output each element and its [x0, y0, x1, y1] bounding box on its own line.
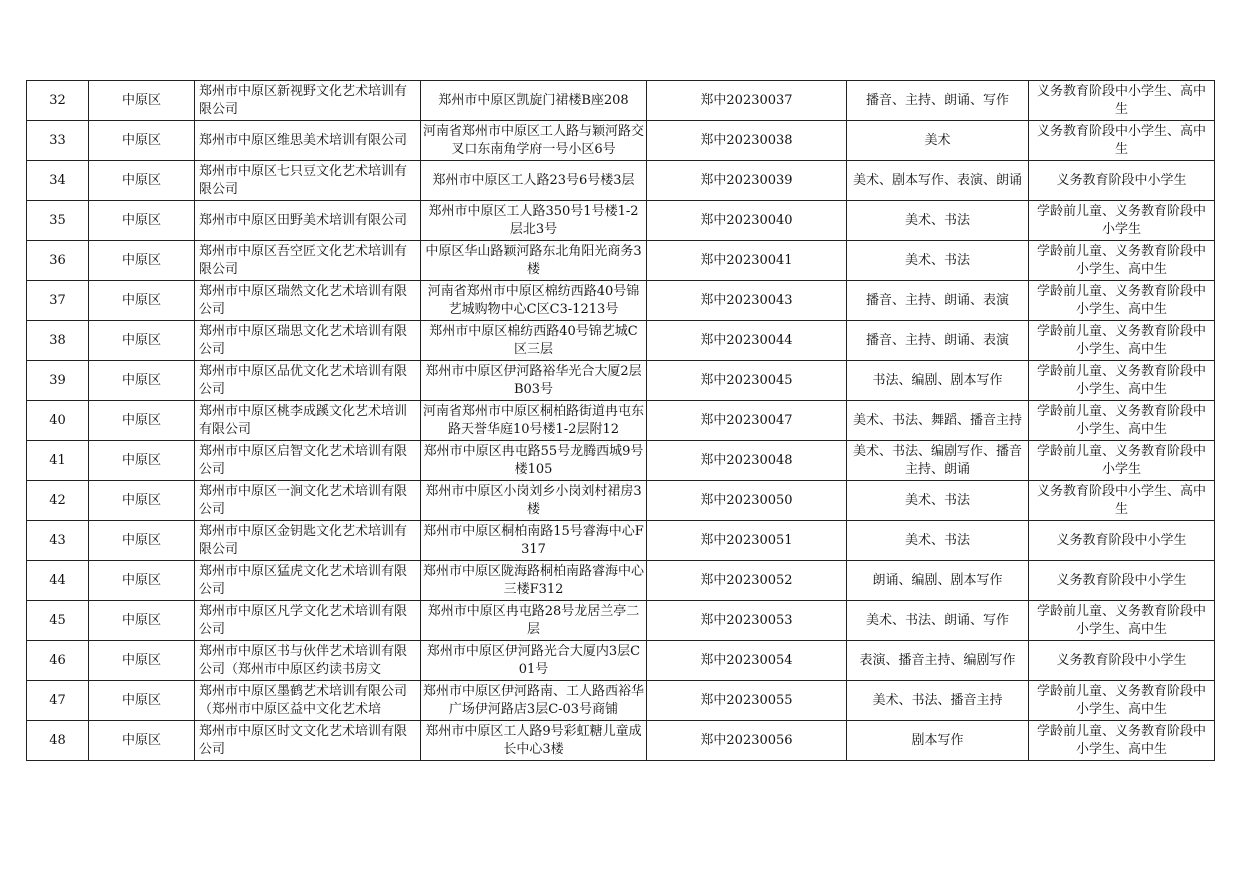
- table-row: [27, 121, 1215, 161]
- target-students-cell-text: 学龄前儿童、义务教育阶段中小学生、高中生: [1036, 683, 1206, 717]
- license-number-cell-text: 郑中20230045: [700, 372, 793, 388]
- row-number-cell: [27, 601, 89, 641]
- license-number-cell: [647, 321, 847, 361]
- address-cell: [421, 721, 647, 761]
- district-cell-text: 中原区: [121, 132, 161, 148]
- row-number-cell-text: 42: [49, 492, 66, 508]
- table-row: [27, 161, 1215, 201]
- target-students-cell-text: 学龄前儿童、义务教育阶段中小学生、高中生: [1036, 323, 1206, 357]
- institution-name-cell: [195, 361, 421, 401]
- license-number-cell: [647, 161, 847, 201]
- license-number-cell: [647, 641, 847, 681]
- license-number-cell: [647, 681, 847, 721]
- institution-name-cell-text: 郑州市中原区维思美术培训有限公司: [199, 132, 408, 148]
- address-cell: [421, 241, 647, 281]
- address-cell: [421, 521, 647, 561]
- training-subjects-cell-text: 美术、书法、舞蹈、播音主持: [852, 412, 1022, 428]
- target-students-cell-text: 学龄前儿童、义务教育阶段中小学生、高中生: [1036, 603, 1206, 637]
- target-students-cell-text: 义务教育阶段中小学生、高中生: [1036, 83, 1206, 117]
- district-cell: [89, 241, 195, 281]
- address-cell-text: 郑州市中原区小岗刘乡小岗刘村裙房3楼: [425, 483, 642, 517]
- license-number-cell: [647, 361, 847, 401]
- row-number-cell-text: 39: [49, 372, 66, 388]
- table-row: [27, 81, 1215, 121]
- target-students-cell-text: 义务教育阶段中小学生、高中生: [1036, 483, 1206, 517]
- training-subjects-cell-text: 播音、主持、朗诵、表演: [865, 332, 1009, 348]
- institution-name-cell-text: 郑州市中原区吾空匠文化艺术培训有限公司: [199, 243, 408, 277]
- target-students-cell-text: 学龄前儿童、义务教育阶段中小学生: [1036, 203, 1206, 237]
- table-row: [27, 601, 1215, 641]
- training-subjects-cell: [847, 321, 1029, 361]
- row-number-cell-text: 48: [49, 732, 66, 748]
- row-number-cell: [27, 521, 89, 561]
- training-subjects-cell-text: 美术: [924, 132, 951, 148]
- target-students-cell: [1029, 121, 1215, 161]
- license-number-cell-text: 郑中20230041: [700, 252, 793, 268]
- district-cell: [89, 361, 195, 401]
- row-number-cell: [27, 481, 89, 521]
- row-number-cell-text: 46: [49, 652, 66, 668]
- training-subjects-cell-text: 美术、书法: [904, 252, 970, 268]
- row-number-cell-text: 37: [49, 292, 66, 308]
- institution-name-cell: [195, 641, 421, 681]
- license-number-cell-text: 郑中20230054: [700, 652, 793, 668]
- target-students-cell-text: 学龄前儿童、义务教育阶段中小学生、高中生: [1036, 363, 1206, 397]
- row-number-cell: [27, 321, 89, 361]
- license-number-cell: [647, 241, 847, 281]
- institution-name-cell-text: 郑州市中原区品优文化艺术培训有限公司: [199, 363, 408, 397]
- license-number-cell: [647, 81, 847, 121]
- training-subjects-cell: [847, 201, 1029, 241]
- license-number-cell: [647, 441, 847, 481]
- table-row: [27, 561, 1215, 601]
- table-row: [27, 401, 1215, 441]
- district-cell: [89, 161, 195, 201]
- address-cell-text: 河南省郑州市中原区桐柏路街道冉屯东路天誉华庭10号楼1-2层附12: [423, 403, 644, 437]
- address-cell: [421, 121, 647, 161]
- district-cell: [89, 561, 195, 601]
- training-subjects-cell: [847, 681, 1029, 721]
- district-cell-text: 中原区: [121, 572, 161, 588]
- district-cell: [89, 321, 195, 361]
- row-number-cell: [27, 161, 89, 201]
- license-number-cell: [647, 601, 847, 641]
- row-number-cell: [27, 241, 89, 281]
- institution-name-cell-text: 郑州市中原区金钥匙文化艺术培训有限公司: [199, 523, 408, 557]
- training-subjects-cell-text: 朗诵、编剧、剧本写作: [872, 572, 1003, 588]
- training-subjects-cell-text: 表演、播音主持、编剧写作: [859, 652, 1016, 668]
- row-number-cell: [27, 401, 89, 441]
- institution-name-cell: [195, 521, 421, 561]
- address-cell-text: 郑州市中原区伊河路裕华光合大厦2层B03号: [425, 363, 642, 397]
- target-students-cell: [1029, 521, 1215, 561]
- district-cell-text: 中原区: [121, 452, 161, 468]
- training-subjects-cell: [847, 281, 1029, 321]
- address-cell: [421, 681, 647, 721]
- district-cell: [89, 721, 195, 761]
- license-number-cell: [647, 561, 847, 601]
- row-number-cell-text: 33: [49, 132, 66, 148]
- training-subjects-cell-text: 美术、剧本写作、表演、朗诵: [852, 172, 1022, 188]
- address-cell-text: 河南省郑州市中原区棉纺西路40号锦艺城购物中心C区C3-1213号: [427, 283, 640, 317]
- table-row: [27, 361, 1215, 401]
- address-cell: [421, 401, 647, 441]
- district-cell-text: 中原区: [121, 412, 161, 428]
- table-row: [27, 481, 1215, 521]
- institution-name-cell-text: 郑州市中原区田野美术培训有限公司: [199, 212, 408, 228]
- target-students-cell-text: 义务教育阶段中小学生: [1056, 652, 1187, 668]
- row-number-cell: [27, 721, 89, 761]
- institution-name-cell: [195, 481, 421, 521]
- table-row: [27, 201, 1215, 241]
- district-cell-text: 中原区: [121, 172, 161, 188]
- district-cell-text: 中原区: [121, 652, 161, 668]
- institution-name-cell: [195, 441, 421, 481]
- address-cell: [421, 161, 647, 201]
- training-subjects-cell: [847, 721, 1029, 761]
- institution-name-cell-text: 郑州市中原区猛虎文化艺术培训有限公司: [199, 563, 408, 597]
- address-cell-text: 郑州市中原区伊河路南、工人路西裕华广场伊河路店3层C-03号商铺: [423, 683, 644, 717]
- address-cell-text: 郑州市中原区冉屯路55号龙腾西城9号楼105: [423, 443, 644, 477]
- target-students-cell: [1029, 441, 1215, 481]
- target-students-cell: [1029, 481, 1215, 521]
- district-cell-text: 中原区: [121, 252, 161, 268]
- license-number-cell-text: 郑中20230056: [700, 732, 793, 748]
- institution-name-cell-text: 郑州市中原区瑞然文化艺术培训有限公司: [199, 283, 408, 317]
- address-cell-text: 郑州市中原区凯旋门裙楼B座208: [438, 92, 629, 108]
- license-number-cell-text: 郑中20230051: [700, 532, 793, 548]
- table-row: [27, 681, 1215, 721]
- training-subjects-cell: [847, 641, 1029, 681]
- address-cell-text: 郑州市中原区伊河路光合大厦内3层C01号: [426, 643, 641, 677]
- table-row: [27, 441, 1215, 481]
- target-students-cell: [1029, 81, 1215, 121]
- institution-name-cell-text: 郑州市中原区凡学文化艺术培训有限公司: [199, 603, 408, 637]
- district-cell: [89, 281, 195, 321]
- target-students-cell-text: 学龄前儿童、义务教育阶段中小学生、高中生: [1036, 723, 1206, 757]
- row-number-cell: [27, 441, 89, 481]
- license-number-cell: [647, 281, 847, 321]
- row-number-cell-text: 32: [49, 92, 66, 108]
- address-cell: [421, 601, 647, 641]
- training-subjects-cell: [847, 401, 1029, 441]
- institution-name-cell: [195, 321, 421, 361]
- row-number-cell: [27, 561, 89, 601]
- address-cell-text: 郑州市中原区工人路9号彩虹糖儿童成长中心3楼: [425, 723, 642, 757]
- training-subjects-cell: [847, 441, 1029, 481]
- district-cell-text: 中原区: [121, 212, 161, 228]
- license-number-cell-text: 郑中20230039: [700, 172, 793, 188]
- institution-name-cell-text: 郑州市中原区书与伙伴艺术培训有限公司（郑州市中原区约读书房文: [199, 643, 408, 677]
- target-students-cell: [1029, 321, 1215, 361]
- training-subjects-cell: [847, 601, 1029, 641]
- table-row: [27, 281, 1215, 321]
- table-row: [27, 321, 1215, 361]
- row-number-cell-text: 43: [49, 532, 66, 548]
- license-number-cell: [647, 401, 847, 441]
- row-number-cell: [27, 281, 89, 321]
- address-cell-text: 郑州市中原区工人路350号1号楼1-2层北3号: [428, 203, 639, 237]
- district-cell: [89, 81, 195, 121]
- license-number-cell-text: 郑中20230047: [700, 412, 793, 428]
- row-number-cell-text: 38: [49, 332, 66, 348]
- row-number-cell-text: 36: [49, 252, 66, 268]
- training-subjects-cell-text: 书法、编剧、剧本写作: [872, 372, 1003, 388]
- training-subjects-cell-text: 播音、主持、朗诵、表演: [865, 292, 1009, 308]
- district-cell-text: 中原区: [121, 732, 161, 748]
- institution-name-cell-text: 郑州市中原区一涧文化艺术培训有限公司: [199, 483, 408, 517]
- institution-name-cell: [195, 161, 421, 201]
- license-number-cell: [647, 481, 847, 521]
- institution-name-cell: [195, 81, 421, 121]
- table-body: [27, 81, 1215, 761]
- institution-name-cell-text: 郑州市中原区瑞思文化艺术培训有限公司: [199, 323, 408, 357]
- row-number-cell: [27, 121, 89, 161]
- district-cell: [89, 121, 195, 161]
- row-number-cell-text: 47: [49, 692, 66, 708]
- training-subjects-cell-text: 美术、书法、朗诵、写作: [865, 612, 1009, 628]
- table-row: [27, 521, 1215, 561]
- institution-name-cell-text: 郑州市中原区启智文化艺术培训有限公司: [199, 443, 408, 477]
- license-number-cell-text: 郑中20230052: [700, 572, 793, 588]
- institution-name-cell-text: 郑州市中原区时文文化艺术培训有限公司: [199, 723, 408, 757]
- training-subjects-cell-text: 剧本写作: [911, 732, 964, 748]
- address-cell: [421, 561, 647, 601]
- institution-table: [26, 80, 1215, 761]
- target-students-cell-text: 学龄前儿童、义务教育阶段中小学生、高中生: [1036, 403, 1206, 437]
- training-subjects-cell: [847, 241, 1029, 281]
- training-subjects-cell-text: 美术、书法、编剧写作、播音主持、朗诵: [852, 443, 1022, 477]
- address-cell-text: 郑州市中原区冉屯路28号龙居兰亭二层: [427, 603, 640, 637]
- license-number-cell: [647, 121, 847, 161]
- institution-name-cell: [195, 401, 421, 441]
- target-students-cell: [1029, 601, 1215, 641]
- license-number-cell-text: 郑中20230037: [700, 92, 793, 108]
- institution-name-cell: [195, 281, 421, 321]
- district-cell: [89, 641, 195, 681]
- license-number-cell-text: 郑中20230044: [700, 332, 793, 348]
- district-cell-text: 中原区: [121, 532, 161, 548]
- target-students-cell: [1029, 561, 1215, 601]
- row-number-cell-text: 41: [49, 452, 66, 468]
- address-cell-text: 郑州市中原区棉纺西路40号锦艺城C区三层: [429, 323, 638, 357]
- row-number-cell: [27, 361, 89, 401]
- row-number-cell: [27, 681, 89, 721]
- address-cell: [421, 361, 647, 401]
- target-students-cell: [1029, 401, 1215, 441]
- training-subjects-cell-text: 美术、书法: [904, 212, 970, 228]
- institution-name-cell: [195, 721, 421, 761]
- license-number-cell: [647, 201, 847, 241]
- institution-name-cell-text: 郑州市中原区墨鹤艺术培训有限公司（郑州市中原区益中文化艺术培: [199, 683, 408, 717]
- target-students-cell: [1029, 241, 1215, 281]
- training-subjects-cell: [847, 161, 1029, 201]
- district-cell-text: 中原区: [121, 692, 161, 708]
- row-number-cell: [27, 81, 89, 121]
- row-number-cell-text: 44: [49, 572, 66, 588]
- address-cell-text: 郑州市中原区陇海路桐柏南路睿海中心三楼F312: [423, 563, 644, 597]
- license-number-cell: [647, 721, 847, 761]
- table-row: [27, 641, 1215, 681]
- address-cell: [421, 641, 647, 681]
- address-cell-text: 郑州市中原区桐柏南路15号睿海中心F317: [423, 523, 644, 557]
- training-subjects-cell-text: 美术、书法: [904, 532, 970, 548]
- target-students-cell-text: 学龄前儿童、义务教育阶段中小学生、高中生: [1036, 283, 1206, 317]
- license-number-cell-text: 郑中20230040: [700, 212, 793, 228]
- district-cell: [89, 481, 195, 521]
- district-cell: [89, 681, 195, 721]
- target-students-cell: [1029, 641, 1215, 681]
- license-number-cell-text: 郑中20230043: [700, 292, 793, 308]
- institution-name-cell: [195, 601, 421, 641]
- institution-name-cell: [195, 241, 421, 281]
- address-cell-text: 河南省郑州市中原区工人路与颖河路交叉口东南角学府一号小区6号: [423, 123, 644, 157]
- address-cell-text: 中原区华山路颖河路东北角阳光商务3楼: [425, 243, 642, 277]
- address-cell: [421, 201, 647, 241]
- training-subjects-cell: [847, 361, 1029, 401]
- row-number-cell-text: 45: [49, 612, 66, 628]
- institution-name-cell: [195, 201, 421, 241]
- institution-name-cell-text: 郑州市中原区七只豆文化艺术培训有限公司: [199, 163, 408, 197]
- district-cell-text: 中原区: [121, 92, 161, 108]
- target-students-cell-text: 义务教育阶段中小学生: [1056, 572, 1187, 588]
- license-number-cell-text: 郑中20230050: [700, 492, 793, 508]
- training-subjects-cell: [847, 121, 1029, 161]
- row-number-cell: [27, 641, 89, 681]
- target-students-cell-text: 义务教育阶段中小学生: [1056, 172, 1187, 188]
- license-number-cell-text: 郑中20230053: [700, 612, 793, 628]
- district-cell: [89, 441, 195, 481]
- district-cell: [89, 601, 195, 641]
- row-number-cell-text: 35: [49, 212, 66, 228]
- district-cell-text: 中原区: [121, 372, 161, 388]
- training-subjects-cell: [847, 81, 1029, 121]
- license-number-cell-text: 郑中20230048: [700, 452, 793, 468]
- district-cell-text: 中原区: [121, 332, 161, 348]
- table-row: [27, 241, 1215, 281]
- address-cell: [421, 441, 647, 481]
- training-subjects-cell: [847, 561, 1029, 601]
- training-subjects-cell: [847, 481, 1029, 521]
- address-cell: [421, 321, 647, 361]
- training-subjects-cell: [847, 521, 1029, 561]
- address-cell: [421, 481, 647, 521]
- row-number-cell-text: 40: [49, 412, 66, 428]
- license-number-cell-text: 郑中20230055: [700, 692, 793, 708]
- district-cell-text: 中原区: [121, 492, 161, 508]
- target-students-cell-text: 学龄前儿童、义务教育阶段中小学生: [1036, 443, 1206, 477]
- target-students-cell: [1029, 361, 1215, 401]
- row-number-cell-text: 34: [49, 172, 66, 188]
- institution-name-cell: [195, 681, 421, 721]
- table-row: [27, 721, 1215, 761]
- address-cell: [421, 281, 647, 321]
- institution-name-cell-text: 郑州市中原区新视野文化艺术培训有限公司: [199, 83, 408, 117]
- address-cell-text: 郑州市中原区工人路23号6号楼3层: [432, 172, 635, 188]
- training-subjects-cell-text: 播音、主持、朗诵、写作: [865, 92, 1009, 108]
- district-cell-text: 中原区: [121, 292, 161, 308]
- target-students-cell-text: 义务教育阶段中小学生: [1056, 532, 1187, 548]
- institution-name-cell-text: 郑州市中原区桃李成蹊文化艺术培训有限公司: [199, 403, 408, 437]
- target-students-cell-text: 学龄前儿童、义务教育阶段中小学生、高中生: [1036, 243, 1206, 277]
- target-students-cell: [1029, 161, 1215, 201]
- license-number-cell: [647, 521, 847, 561]
- target-students-cell: [1029, 281, 1215, 321]
- license-number-cell-text: 郑中20230038: [700, 132, 793, 148]
- district-cell: [89, 521, 195, 561]
- target-students-cell: [1029, 201, 1215, 241]
- training-subjects-cell-text: 美术、书法: [904, 492, 970, 508]
- district-cell: [89, 201, 195, 241]
- address-cell: [421, 81, 647, 121]
- district-cell-text: 中原区: [121, 612, 161, 628]
- target-students-cell: [1029, 721, 1215, 761]
- target-students-cell: [1029, 681, 1215, 721]
- institution-name-cell: [195, 561, 421, 601]
- institution-name-cell: [195, 121, 421, 161]
- target-students-cell-text: 义务教育阶段中小学生、高中生: [1036, 123, 1206, 157]
- row-number-cell: [27, 201, 89, 241]
- district-cell: [89, 401, 195, 441]
- training-subjects-cell-text: 美术、书法、播音主持: [872, 692, 1003, 708]
